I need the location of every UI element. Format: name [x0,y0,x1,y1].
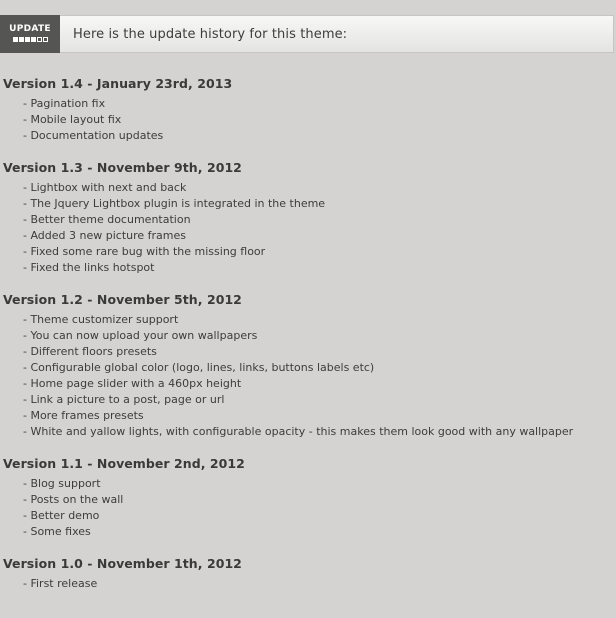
changelog-item: - White and yallow lights, with configurable opacity - this makes them look good with any wallpaper [23,425,574,438]
version-section [3,555,613,592]
changelog-item: - Home page slider with a 460px height [23,377,242,390]
version-title: Version 1.3 - November 9th, 2012 [3,160,242,175]
changelog-item: - Blog support [23,477,101,490]
version-title: Version 1.4 - January 23rd, 2013 [3,76,233,91]
version-title: Version 1.1 - November 2nd, 2012 [3,456,245,471]
changelog-item: - Some fixes [23,525,91,538]
version-section [3,75,613,144]
changelog-item: - You can now upload your own wallpapers [23,329,258,342]
changelog-item: - Fixed the links hotspot [23,261,155,274]
version-title: Version 1.0 - November 1th, 2012 [3,556,242,571]
badge-dot-filled [25,37,30,42]
changelog-item: - Configurable global color (logo, lines, links, buttons labels etc) [23,361,375,374]
badge-dot-empty [43,37,48,42]
badge-dot-filled [13,37,18,42]
update-history [3,75,613,607]
changelog-item: - More frames presets [23,409,144,422]
badge-dot-empty [37,37,42,42]
changelog-item: - Link a picture to a post, page or url [23,393,225,406]
update-header [0,15,614,53]
changelog-item: - Added 3 new picture frames [23,229,187,242]
changelog-item: - First release [23,577,98,590]
changelog-item: - Documentation updates [23,129,164,142]
changelog-item: - Pagination fix [23,97,106,110]
update-badge [0,15,60,53]
header-text: Here is the update history for this theme: [73,27,348,42]
changelog-item: - Different floors presets [23,345,157,358]
version-title: Version 1.2 - November 5th, 2012 [3,292,242,307]
changelog-item: - The Jquery Lightbox plugin is integrated in the theme [23,197,326,210]
badge-dot-filled [31,37,36,42]
version-section [3,455,613,540]
update-badge-dots [0,37,60,42]
version-section [3,159,613,276]
changelog-item: - Fixed some rare bug with the missing floor [23,245,266,258]
version-section [3,291,613,440]
badge-dot-filled [19,37,24,42]
update-badge-label: UPDATE [9,24,51,34]
changelog-item: - Posts on the wall [23,493,124,506]
changelog-item: - Better demo [23,509,100,522]
changelog-item: - Better theme documentation [23,213,191,226]
changelog-item: - Mobile layout fix [23,113,122,126]
changelog-item: - Lightbox with next and back [23,181,187,194]
changelog-item: - Theme customizer support [23,313,179,326]
